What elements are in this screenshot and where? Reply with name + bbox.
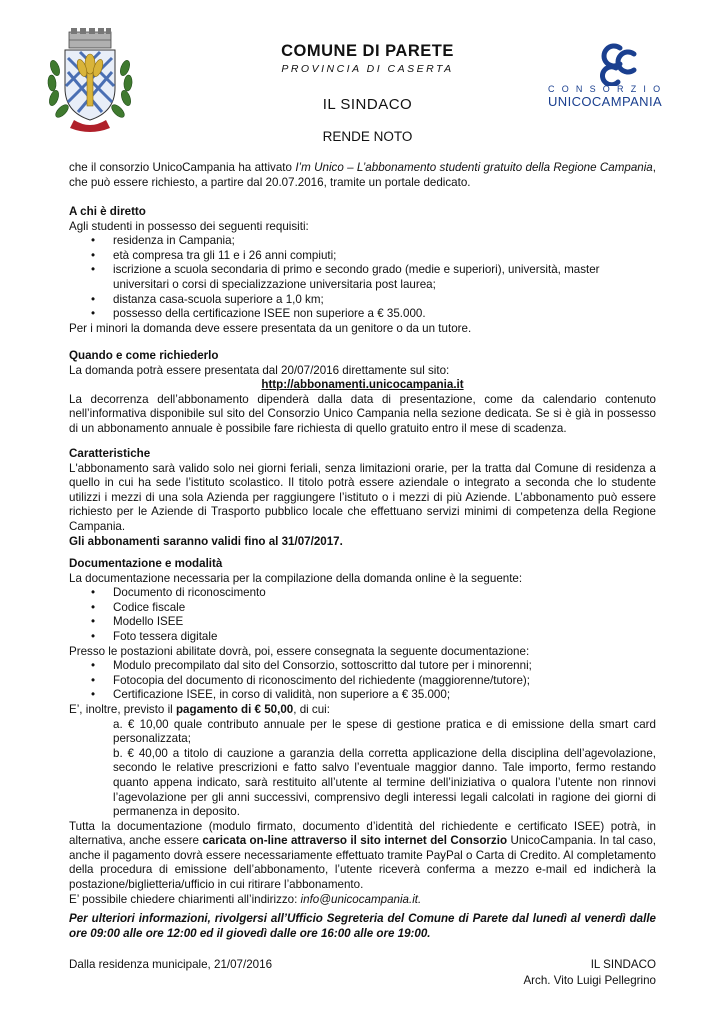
section-lead: Presso le postazioni abilitate dovrà, poi, essere consegnata la seguente documentazione: [69, 644, 530, 658]
online-upload-paragraph: Tutta la documentazione (modulo firmato, documento d’identità del richiedente e certificato ISEE) potrà, in alternativa, anche essere caricata on-line attraverso il sito internet del Consorzio UnicoCampania. In tal caso, anche il pagamento dovrà essere necessariamente effettuato tramite PayPal o Carta di Credito. Al completamento della procedura di emissione dell’abbonamento, l’utente riceverà conferma a mezzo e-mail ed indicherà la postazione/biglietteria/ufficio in cui ritirare l’abbonamento. [69, 819, 656, 892]
section-documents [69, 557, 656, 907]
payment-item-a: a. € 10,00 quale contributo annuale per le spese di gestione pratica e di emissione della smart card personalizzata; [113, 717, 656, 746]
province-subtitle: PROVINCIA DI CASERTA [281, 63, 454, 75]
section-heading: Caratteristiche [69, 447, 151, 460]
footer-date: Dalla residenza municipale, 21/07/2016 [69, 958, 273, 971]
footer-signatory: Arch. Vito Luigi Pellegrino [523, 974, 656, 987]
logo-unicocampania-text: UNICOCAMPANIA [548, 94, 663, 109]
section-body: La decorrenza dell’abbonamento dipenderà dalla data di presentazione, come da calendario contenuto nell’informativa disponibile sul sito del Consorzio Unico Campania nella sezione dedicata. Se si è già in possesso di un abbonamento annuale è possibile fare richiesta di quello gratuito entro il mese di scadenza. [69, 392, 656, 435]
list-item: • Fotocopia del documento di riconoscimento del richiedente (maggiorenne/tutore); [69, 674, 656, 689]
section-lead: La domanda potrà essere presentata dal 20/07/2016 direttamente sul sito: [69, 363, 450, 377]
intro-paragraph: che il consorzio UnicoCampania ha attivato I’m Unico – L’abbonamento studenti gratuito della Regione Campania, che può essere richiesto, a partire dal 20.07.2016, tramite un portale dedicato. [69, 161, 656, 189]
portal-link[interactable]: http://abbonamenti.unicocampania.it [261, 378, 464, 392]
section-heading: A chi è diretto [69, 205, 146, 218]
documents-list [69, 586, 656, 644]
requirements-list [69, 234, 656, 322]
validity-note: Gli abbonamenti saranno validi fino al 31/07/2017. [69, 534, 343, 548]
payment-item-b: b. € 40,00 a titolo di cauzione a garanzia della corretta applicazione della disciplina dell’agevolazione, secondo le relative prescrizioni e fatto salvo l’eventuale maggior danno. Tale importo, fermo restando quanto appena indicato, sarà restituito all’utente al termine dell’iniziativa o qualora l’utente non rinnovi l’agevolazione per gli anni successivi, comprensivo degli interessi legali calcolati in ragione dei giorni di permanenza in deposito. [113, 746, 656, 819]
section-lead: Agli studenti in possesso dei seguenti requisiti: [69, 219, 309, 233]
list-item: • residenza in Campania; [69, 234, 656, 249]
logo-consorzio-text: CONSORZIO [548, 84, 668, 94]
section-heading: Documentazione e modalità [69, 557, 223, 570]
list-item: • Modello ISEE [69, 615, 656, 630]
municipality-title: COMUNE DI PARETE [281, 42, 454, 60]
list-item: • Documento di riconoscimento [69, 586, 656, 601]
mayor-heading: IL SINDACO [322, 96, 413, 113]
list-item: • Modulo precompilato dal sito del Consorzio, sottoscritto dal tutore per i minorenni; [69, 659, 656, 674]
list-item: • iscrizione a scuola secondaria di primo e secondo grado (medie e superiori), università, master universitari o corsi di specializzazione universitaria post laurea; [69, 263, 656, 292]
section-body: L'abbonamento sarà valido solo nei giorni feriali, senza limitazioni orarie, per la tratta dal Comune di residenza a quello in cui ha sede l’istituto scolastico. Il titolo potrà essere aziendale o integrato a seconda che lo studente utilizzi i mezzi di una sola Azienda per raggiungere l’istituto o i mezzi di più Aziende. L’abbonamento può essere richiesto per le Aziende di Trasporto pubblico locale che effettuano servizi minimi di competenza della Regione Campania. [69, 461, 656, 533]
section-eligibility [69, 205, 656, 336]
unicocampania-logo [546, 40, 702, 110]
list-item: • Foto tessera digitale [69, 630, 656, 645]
list-item: • possesso della certificazione ISEE non superiore a € 35.000. [69, 307, 656, 322]
delivery-documents-list [69, 659, 656, 703]
office-hours-paragraph: Per ulteriori informazioni, rivolgersi all’Ufficio Segreteria del Comune di Parete dal lunedì al venerdì dalle ore 09:00 alle ore 12:00 ed il giovedì dalle ore 16:00 alle ore 19:00. [69, 912, 656, 940]
contact-email[interactable]: info@unicocampania.it. [300, 892, 422, 906]
section-features [69, 447, 656, 549]
coat-of-arms [44, 28, 136, 132]
section-heading: Quando e come richiederlo [69, 349, 219, 362]
list-item: • Codice fiscale [69, 601, 656, 616]
unicocampania-logo-icon [594, 40, 654, 86]
announcement-heading: RENDE NOTO [322, 129, 413, 144]
section-when-how [69, 349, 656, 437]
contact-line: E’ possibile chiedere chiarimenti all’indirizzo: info@unicocampania.it. [69, 892, 422, 906]
section-lead: La documentazione necessaria per la compilazione della domanda online è la seguente: [69, 571, 523, 585]
list-item: • distanza casa-scuola superiore a 1,0 km; [69, 293, 656, 308]
payment-line: E’, inoltre, previsto il pagamento di € 50,00, di cui: [69, 702, 330, 716]
list-item: • Certificazione ISEE, in corso di validità, non superiore a € 35.000; [69, 688, 656, 703]
minors-note: Per i minori la domanda deve essere presentata da un genitore o da un tutore. [69, 321, 472, 335]
list-item: • età compresa tra gli 11 e i 26 anni compiuti; [69, 249, 656, 264]
footer-role: IL SINDACO [590, 958, 656, 971]
